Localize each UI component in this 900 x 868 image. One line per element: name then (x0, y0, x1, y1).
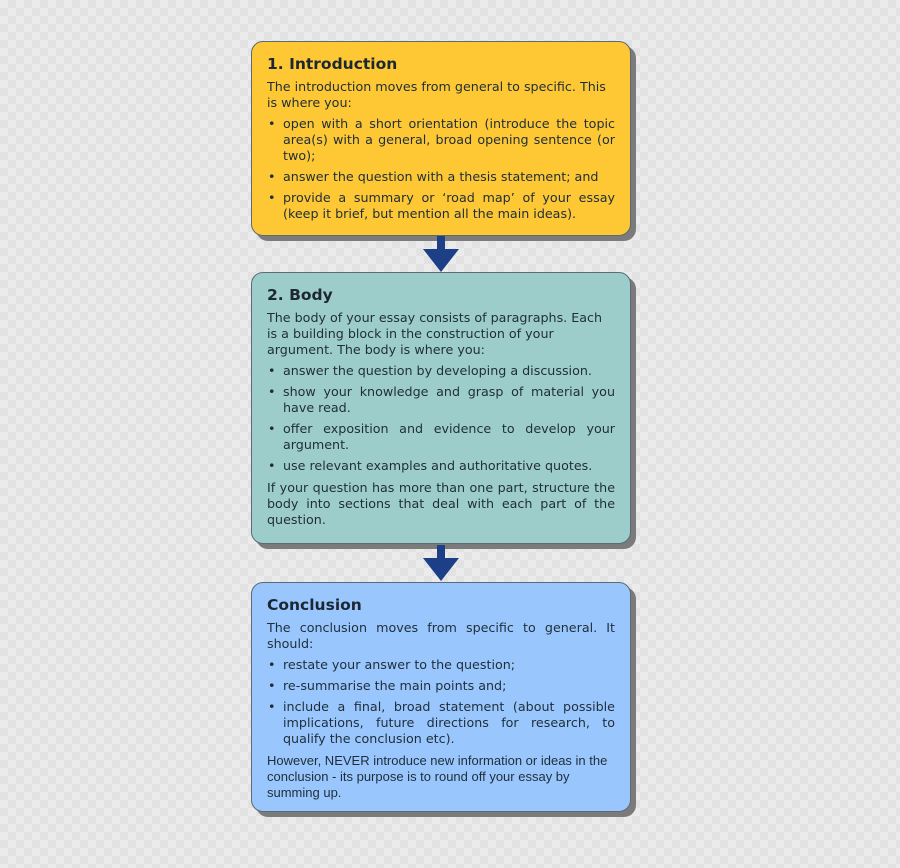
introduction-bullet: • answer the question with a thesis statement; and (267, 169, 615, 185)
body-lead: The body of your essay consists of paragraphs. Each is a building block in the construction of your argument. The body is where you: (267, 310, 603, 357)
body-box (251, 272, 631, 544)
conclusion-box (251, 582, 631, 812)
body-bullet: • offer exposition and evidence to develop your argument. (267, 421, 615, 453)
conclusion-closing: However, NEVER introduce new information or ideas in the conclusion - its purpose is to round off your essay by summing up. (267, 753, 608, 800)
down-arrow-icon (422, 236, 460, 276)
body-bullet: • show your knowledge and grasp of material you have read. (267, 384, 615, 416)
conclusion-bullet: • re-summarise the main points and; (267, 678, 615, 694)
body-bullet: • answer the question by developing a discussion. (267, 363, 615, 379)
conclusion-lead: The conclusion moves from specific to general. It should: (267, 620, 615, 651)
introduction-title: 1. Introduction (267, 55, 398, 73)
introduction-box (251, 41, 631, 236)
introduction-lead: The introduction moves from general to specific. This is where you: (267, 79, 606, 110)
body-list (267, 363, 615, 474)
body-title: 2. Body (267, 286, 333, 304)
introduction-list (267, 116, 615, 222)
conclusion-bullet: • restate your answer to the question; (267, 657, 615, 673)
body-bullet: • use relevant examples and authoritative quotes. (267, 458, 615, 474)
down-arrow-icon (422, 545, 460, 585)
body-closing: If your question has more than one part, structure the body into sections that deal with each part of the question. (267, 480, 615, 527)
conclusion-bullet: • include a final, broad statement (about possible implications, future directions for research, to qualify the conclusion etc). (267, 699, 615, 747)
introduction-bullet: • open with a short orientation (introduce the topic area(s) with a general, broad opening sentence (or two); (267, 116, 615, 164)
conclusion-list (267, 657, 615, 747)
conclusion-title: Conclusion (267, 596, 362, 614)
introduction-bullet: • provide a summary or ‘road map’ of your essay (keep it brief, but mention all the main ideas). (267, 190, 615, 222)
